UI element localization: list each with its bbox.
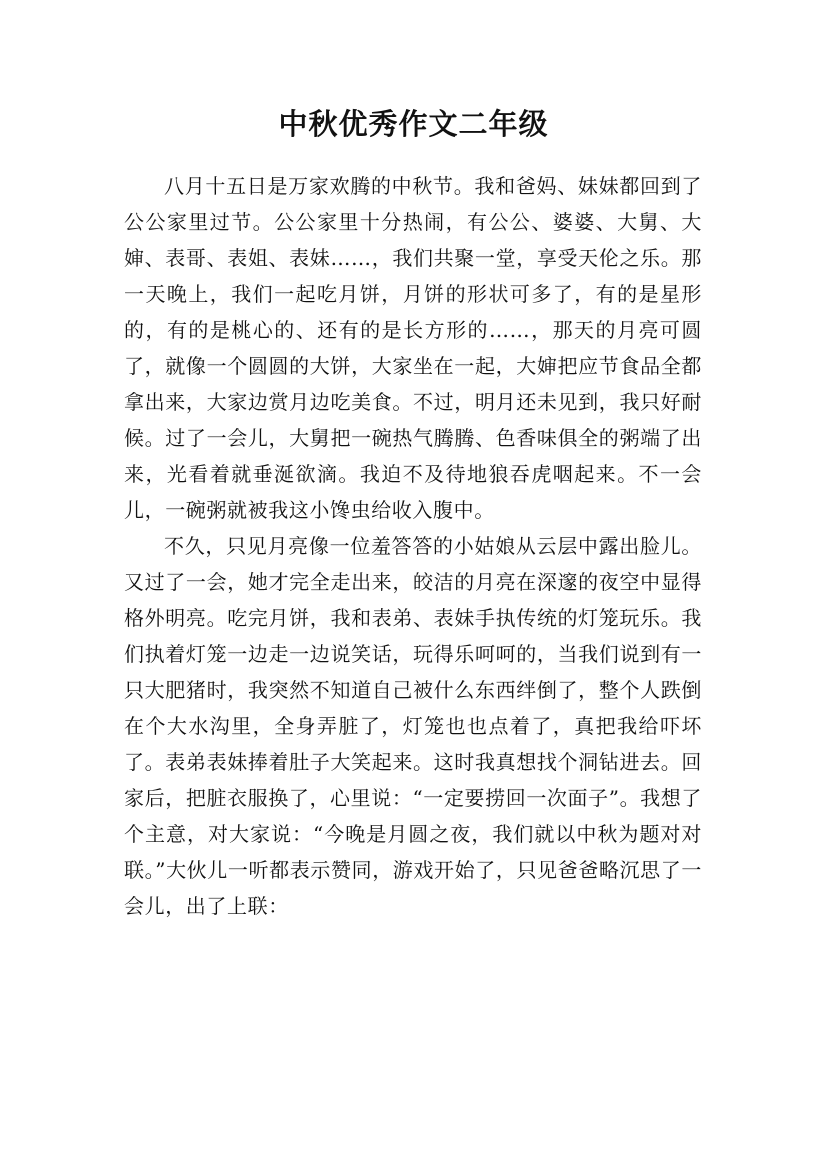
paragraph: 不久，只见月亮像一位羞答答的小姑娘从云层中露出脸儿。又过了一会，她才完全走出来，皎洁的月亮在深邃的夜空中显得格外明亮。吃完月饼，我和表弟、表妹手执传统的灯笼玩乐。我们执着灯笼一边走一边说笑话，玩得乐呵呵的，当我们说到有一只大肥猪时，我突然不知道自己被什么东西绊倒了，整个人跌倒在个大水沟里，全身弄脏了，灯笼也也点着了，真把我给吓坏了。表弟表妹捧着肚子大笑起来。这时我真想找个洞钻进去。回家后，把脏衣服换了，心里说：“一定要捞回一次面子”。我想了个主意，对大家说：“今晚是月圆之夜，我们就以中秋为题对对联。”大伙儿一听都表示赞同，游戏开始了，只见爸爸略沉思了一会儿，出了上联： <box>124 534 702 918</box>
document-body <box>124 168 702 924</box>
paragraph: 八月十五日是万家欢腾的中秋节。我和爸妈、妹妹都回到了公公家里过节。公公家里十分热闹，有公公、婆婆、大舅、大婶、表哥、表姐、表妹……，我们共聚一堂，享受天伦之乐。那一天晚上，我们一起吃月饼，月饼的形状可多了，有的是星形的，有的是桃心的、还有的是长方形的……，那天的月亮可圆了，就像一个圆圆的大饼，大家坐在一起，大婶把应节食品全都拿出来，大家边赏月边吃美食。不过，明月还未见到，我只好耐候。过了一会儿，大舅把一碗热气腾腾、色香味俱全的粥端了出来，光看着就垂涎欲滴。我迫不及待地狼吞虎咽起来。不一会儿，一碗粥就被我这小馋虫给收入腹中。 <box>124 174 702 522</box>
document-title: 中秋优秀作文二年级 <box>278 107 549 141</box>
